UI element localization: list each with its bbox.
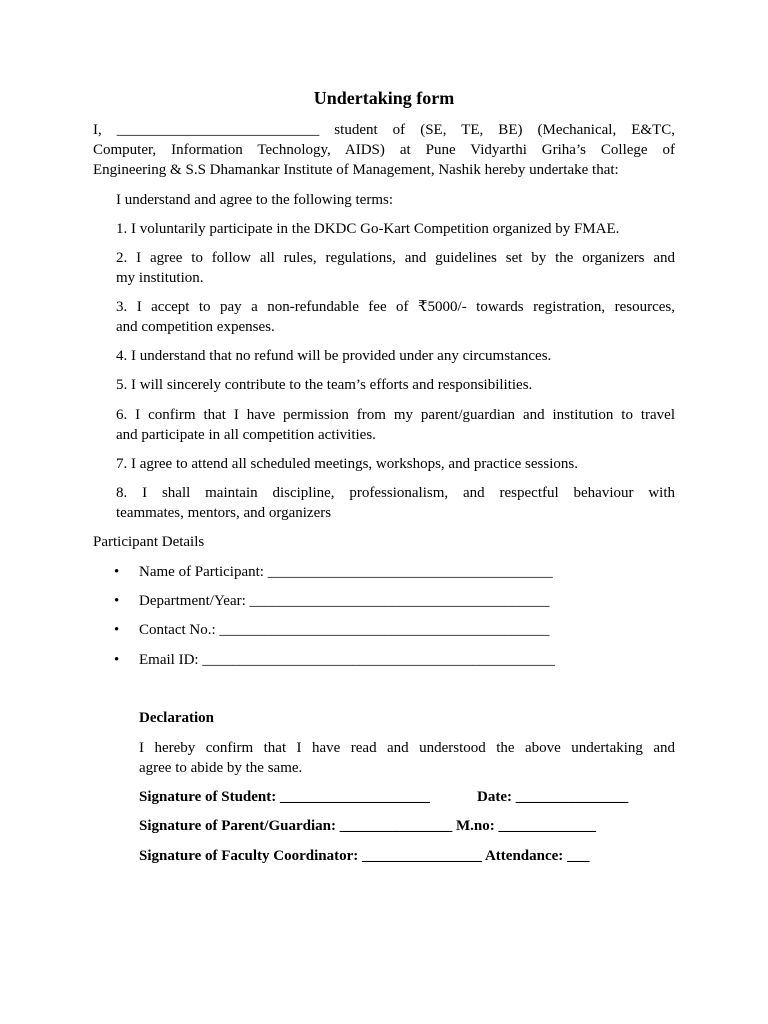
term-8-line-2: teammates, mentors, and organizers [116,505,332,521]
intro-line-2: Computer, Information Technology, AIDS) at Pune Vidyarthi Griha’s College of [93,142,675,158]
date-field: Date: _______________ [477,789,629,805]
signature-of-student: Signature of Student: ____________________ [139,789,430,805]
bullet-icon: • [114,593,120,609]
term-2-line-2: my institution. [116,270,204,286]
field-department-year: Department/Year: ________________________________________ [139,593,550,609]
term-5-line-1: 5. I will sincerely contribute to the team’s efforts and responsibilities. [116,377,533,393]
term-6-line-1: 6. I confirm that I have permission from my parent/guardian and institution to travel [116,407,675,423]
intro-line-3: Engineering & S.S Dhamankar Institute of Management, Nashik hereby undertake that: [93,162,619,178]
declaration-heading: Declaration [139,710,214,726]
bullet-icon: • [114,564,120,580]
term-3-line-2: and competition expenses. [116,319,275,335]
bullet-icon: • [114,622,120,638]
bullet-icon: • [114,652,120,668]
declaration-line-2: agree to abide by the same. [139,760,303,776]
signature-of-parent-guardian: Signature of Parent/Guardian: _______________ M.no: _____________ [139,818,596,834]
participant-details-heading: Participant Details [93,534,205,550]
term-8-line-1: 8. I shall maintain discipline, professionalism, and respectful behaviour with [116,485,675,501]
term-2-line-1: 2. I agree to follow all rules, regulations, and guidelines set by the organizers and [116,250,675,266]
signature-of-faculty-coordinator: Signature of Faculty Coordinator: ________________ Attendance: ___ [139,848,590,864]
terms-heading: I understand and agree to the following terms: [116,192,394,208]
term-1-line-1: 1. I voluntarily participate in the DKDC Go-Kart Competition organized by FMAE. [116,221,620,237]
field-contact-no: Contact No.: ____________________________________________ [139,622,550,638]
field-name-of-participant: Name of Participant: ______________________________________ [139,564,553,580]
form-title: Undertaking form [313,88,455,108]
term-6-line-2: and participate in all competition activities. [116,427,376,443]
term-4-line-1: 4. I understand that no refund will be provided under any circumstances. [116,348,552,364]
term-3-line-1: 3. I accept to pay a non-refundable fee of ₹5000/- towards registration, resources, [116,299,675,315]
intro-line-1: I, ___________________________ student of (SE, TE, BE) (Mechanical, E&TC, [93,122,675,138]
field-email-id: Email ID: _______________________________________________ [139,652,555,668]
declaration-line-1: I hereby confirm that I have read and understood the above undertaking and [139,740,675,756]
term-7-line-1: 7. I agree to attend all scheduled meetings, workshops, and practice sessions. [116,456,578,472]
